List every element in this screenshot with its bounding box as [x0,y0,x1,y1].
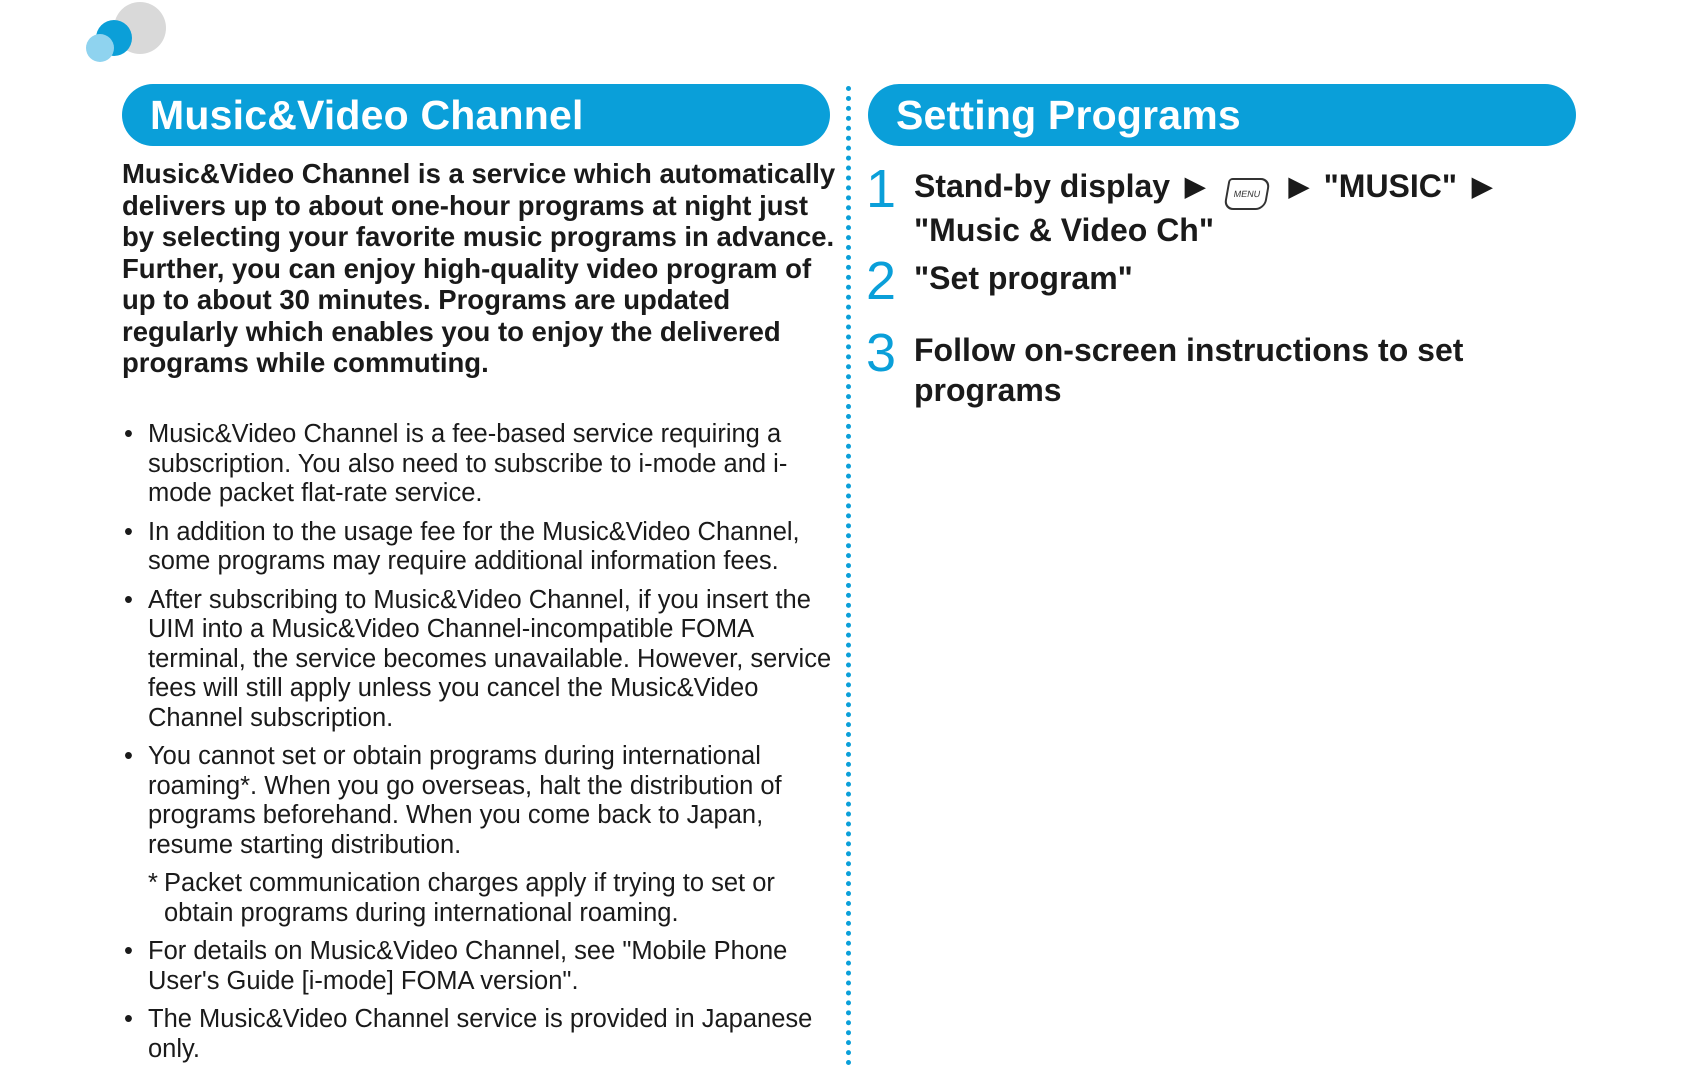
step-1 [866,159,1586,262]
bullet-icon: • [124,517,133,546]
list-item-text: In addition to the usage fee for the Music&Video Channel, some programs may require additional information fees. [148,517,800,575]
arrow-right-icon: ▶ [1184,171,1205,201]
decorative-circle-light-blue [86,34,114,62]
list-item [122,937,837,996]
list-item-text: You cannot set or obtain programs during international roaming*. When you go overseas, halt the distribution of programs beforehand. When you come back to Japan, resume starting distribution. [148,742,782,859]
notes-list [122,420,837,1073]
list-item-text: Music&Video Channel is a fee-based service requiring a subscription. You also need to subscribe to i-mode and i-mode packet flat-rate service. [148,420,788,507]
step-3 [866,323,1586,416]
bullet-icon: • [124,420,133,448]
list-item [122,1005,837,1064]
music-video-channel-heading: Music&Video Channel [122,84,830,146]
list-item [122,742,837,860]
arrow-right-icon: ▶ [1288,171,1309,201]
step-text: "Set program" [914,260,1133,296]
list-item [122,586,837,734]
menu-key-icon: MENU [1223,178,1271,210]
step-2 [866,251,1586,314]
step-1-part-c: "Music & Video Ch" [914,212,1215,248]
setting-programs-heading: Setting Programs [868,84,1576,146]
step-number: 2 [866,251,897,311]
footnote-text: Packet communication charges apply if trying to set or obtain programs during international roaming. [164,869,775,927]
step-text: Follow on-screen instructions to set programs [914,332,1464,408]
step-1-part-a: Stand-by display [914,168,1171,204]
intro-paragraph: Music&Video Channel is a service which automatically delivers up to about one-hour programs at night just by selecting your favorite music programs in advance. Further, you can enjoy high-quality video program of up to about 30 minutes. Programs are updated regularly which enables you to enjoy the delivered programs while commuting. [122,158,836,378]
step-number: 3 [866,323,897,383]
bullet-icon: • [124,585,133,614]
bullet-icon: • [124,937,133,965]
footnote-mark: * [148,869,158,897]
list-item-text: The Music&Video Channel service is provided in Japanese only. [148,1005,813,1063]
bullet-icon: • [124,742,133,770]
list-item [122,420,837,509]
footnote [122,869,837,928]
step-number: 1 [866,159,897,219]
bullet-icon: • [124,1005,133,1033]
list-item-text: After subscribing to Music&Video Channel, if you insert the UIM into a Music&Video Channel-incompatible FOMA terminal, the service becomes unavailable. However, service fees will still apply unless you cancel the Music&Video Channel subscription. [148,585,832,732]
list-item-text: For details on Music&Video Channel, see "Mobile Phone User's Guide [i-mode] FOMA version". [148,937,788,995]
arrow-right-icon: ▶ [1471,171,1492,201]
column-divider [846,86,851,1066]
list-item [122,518,837,577]
step-1-part-b: "MUSIC" [1323,168,1458,204]
step-text [914,166,1574,250]
